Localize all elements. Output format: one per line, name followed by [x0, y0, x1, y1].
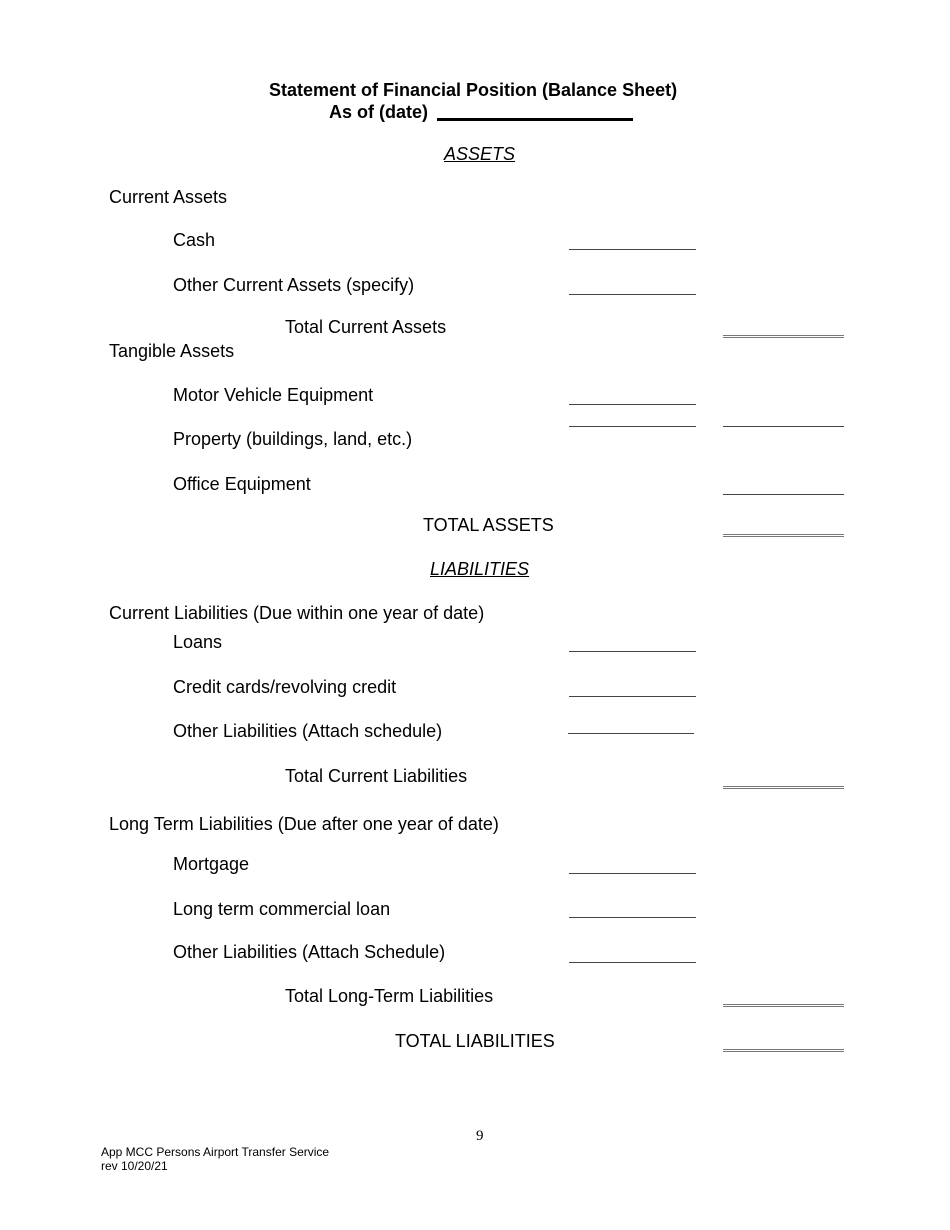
loans-amount-line[interactable] — [569, 651, 696, 652]
office-equipment-label: Office Equipment — [173, 474, 311, 494]
loans-label: Loans — [173, 632, 223, 652]
property-amount-line[interactable] — [569, 426, 696, 427]
date-input-line[interactable] — [437, 118, 633, 121]
total-long-term-liabilities-label: Total Long-Term Liabilities — [285, 986, 494, 1006]
long-term-liabilities-label: Long Term Liabilities (Due after one year of date) — [109, 814, 499, 834]
total-current-assets-amount-line[interactable] — [723, 335, 844, 338]
total-current-liabilities-label: Total Current Liabilities — [285, 766, 468, 786]
office-equipment-amount-line[interactable] — [723, 494, 844, 495]
total-current-liabilities-amount-line[interactable] — [723, 786, 844, 789]
other-long-term-liabilities-amount-line[interactable] — [569, 962, 696, 963]
total-assets-amount-line[interactable] — [723, 534, 844, 537]
assets-heading: ASSETS — [444, 144, 516, 164]
page-title: Statement of Financial Position (Balance Sheet) — [269, 80, 678, 100]
credit-cards-amount-line[interactable] — [569, 696, 696, 697]
tangible-subtotal-line[interactable] — [723, 426, 844, 427]
current-liabilities-label: Current Liabilities (Due within one year of date) — [109, 603, 485, 623]
motor-vehicle-amount-line[interactable] — [569, 404, 696, 405]
other-long-term-liabilities-label: Other Liabilities (Attach Schedule) — [173, 942, 446, 962]
total-long-term-liabilities-amount-line[interactable] — [723, 1004, 844, 1007]
commercial-loan-amount-line[interactable] — [569, 917, 696, 918]
total-assets-label: TOTAL ASSETS — [423, 515, 554, 535]
motor-vehicle-label: Motor Vehicle Equipment — [173, 385, 374, 405]
total-current-assets-label: Total Current Assets — [285, 317, 447, 337]
other-current-assets-label: Other Current Assets (specify) — [173, 275, 415, 295]
as-of-date-label: As of (date) — [329, 102, 428, 122]
other-current-assets-amount-line[interactable] — [569, 294, 696, 295]
total-liabilities-label: TOTAL LIABILITIES — [395, 1031, 555, 1051]
page-number: 9 — [476, 1128, 484, 1144]
current-assets-label: Current Assets — [109, 187, 228, 207]
liabilities-heading: LIABILITIES — [430, 559, 530, 579]
footer-revision: rev 10/20/21 — [101, 1159, 168, 1173]
property-label: Property (buildings, land, etc.) — [173, 429, 413, 449]
total-liabilities-amount-line[interactable] — [723, 1049, 844, 1052]
footer-app-name: App MCC Persons Airport Transfer Service — [101, 1145, 330, 1159]
mortgage-amount-line[interactable] — [569, 873, 696, 874]
credit-cards-label: Credit cards/revolving credit — [173, 677, 397, 697]
other-current-liabilities-amount-line[interactable] — [568, 733, 694, 734]
tangible-assets-label: Tangible Assets — [109, 341, 235, 361]
mortgage-label: Mortgage — [173, 854, 250, 874]
commercial-loan-label: Long term commercial loan — [173, 899, 391, 919]
other-current-liabilities-label: Other Liabilities (Attach schedule) — [173, 721, 443, 741]
cash-amount-line[interactable] — [569, 249, 696, 250]
cash-label: Cash — [173, 230, 216, 250]
